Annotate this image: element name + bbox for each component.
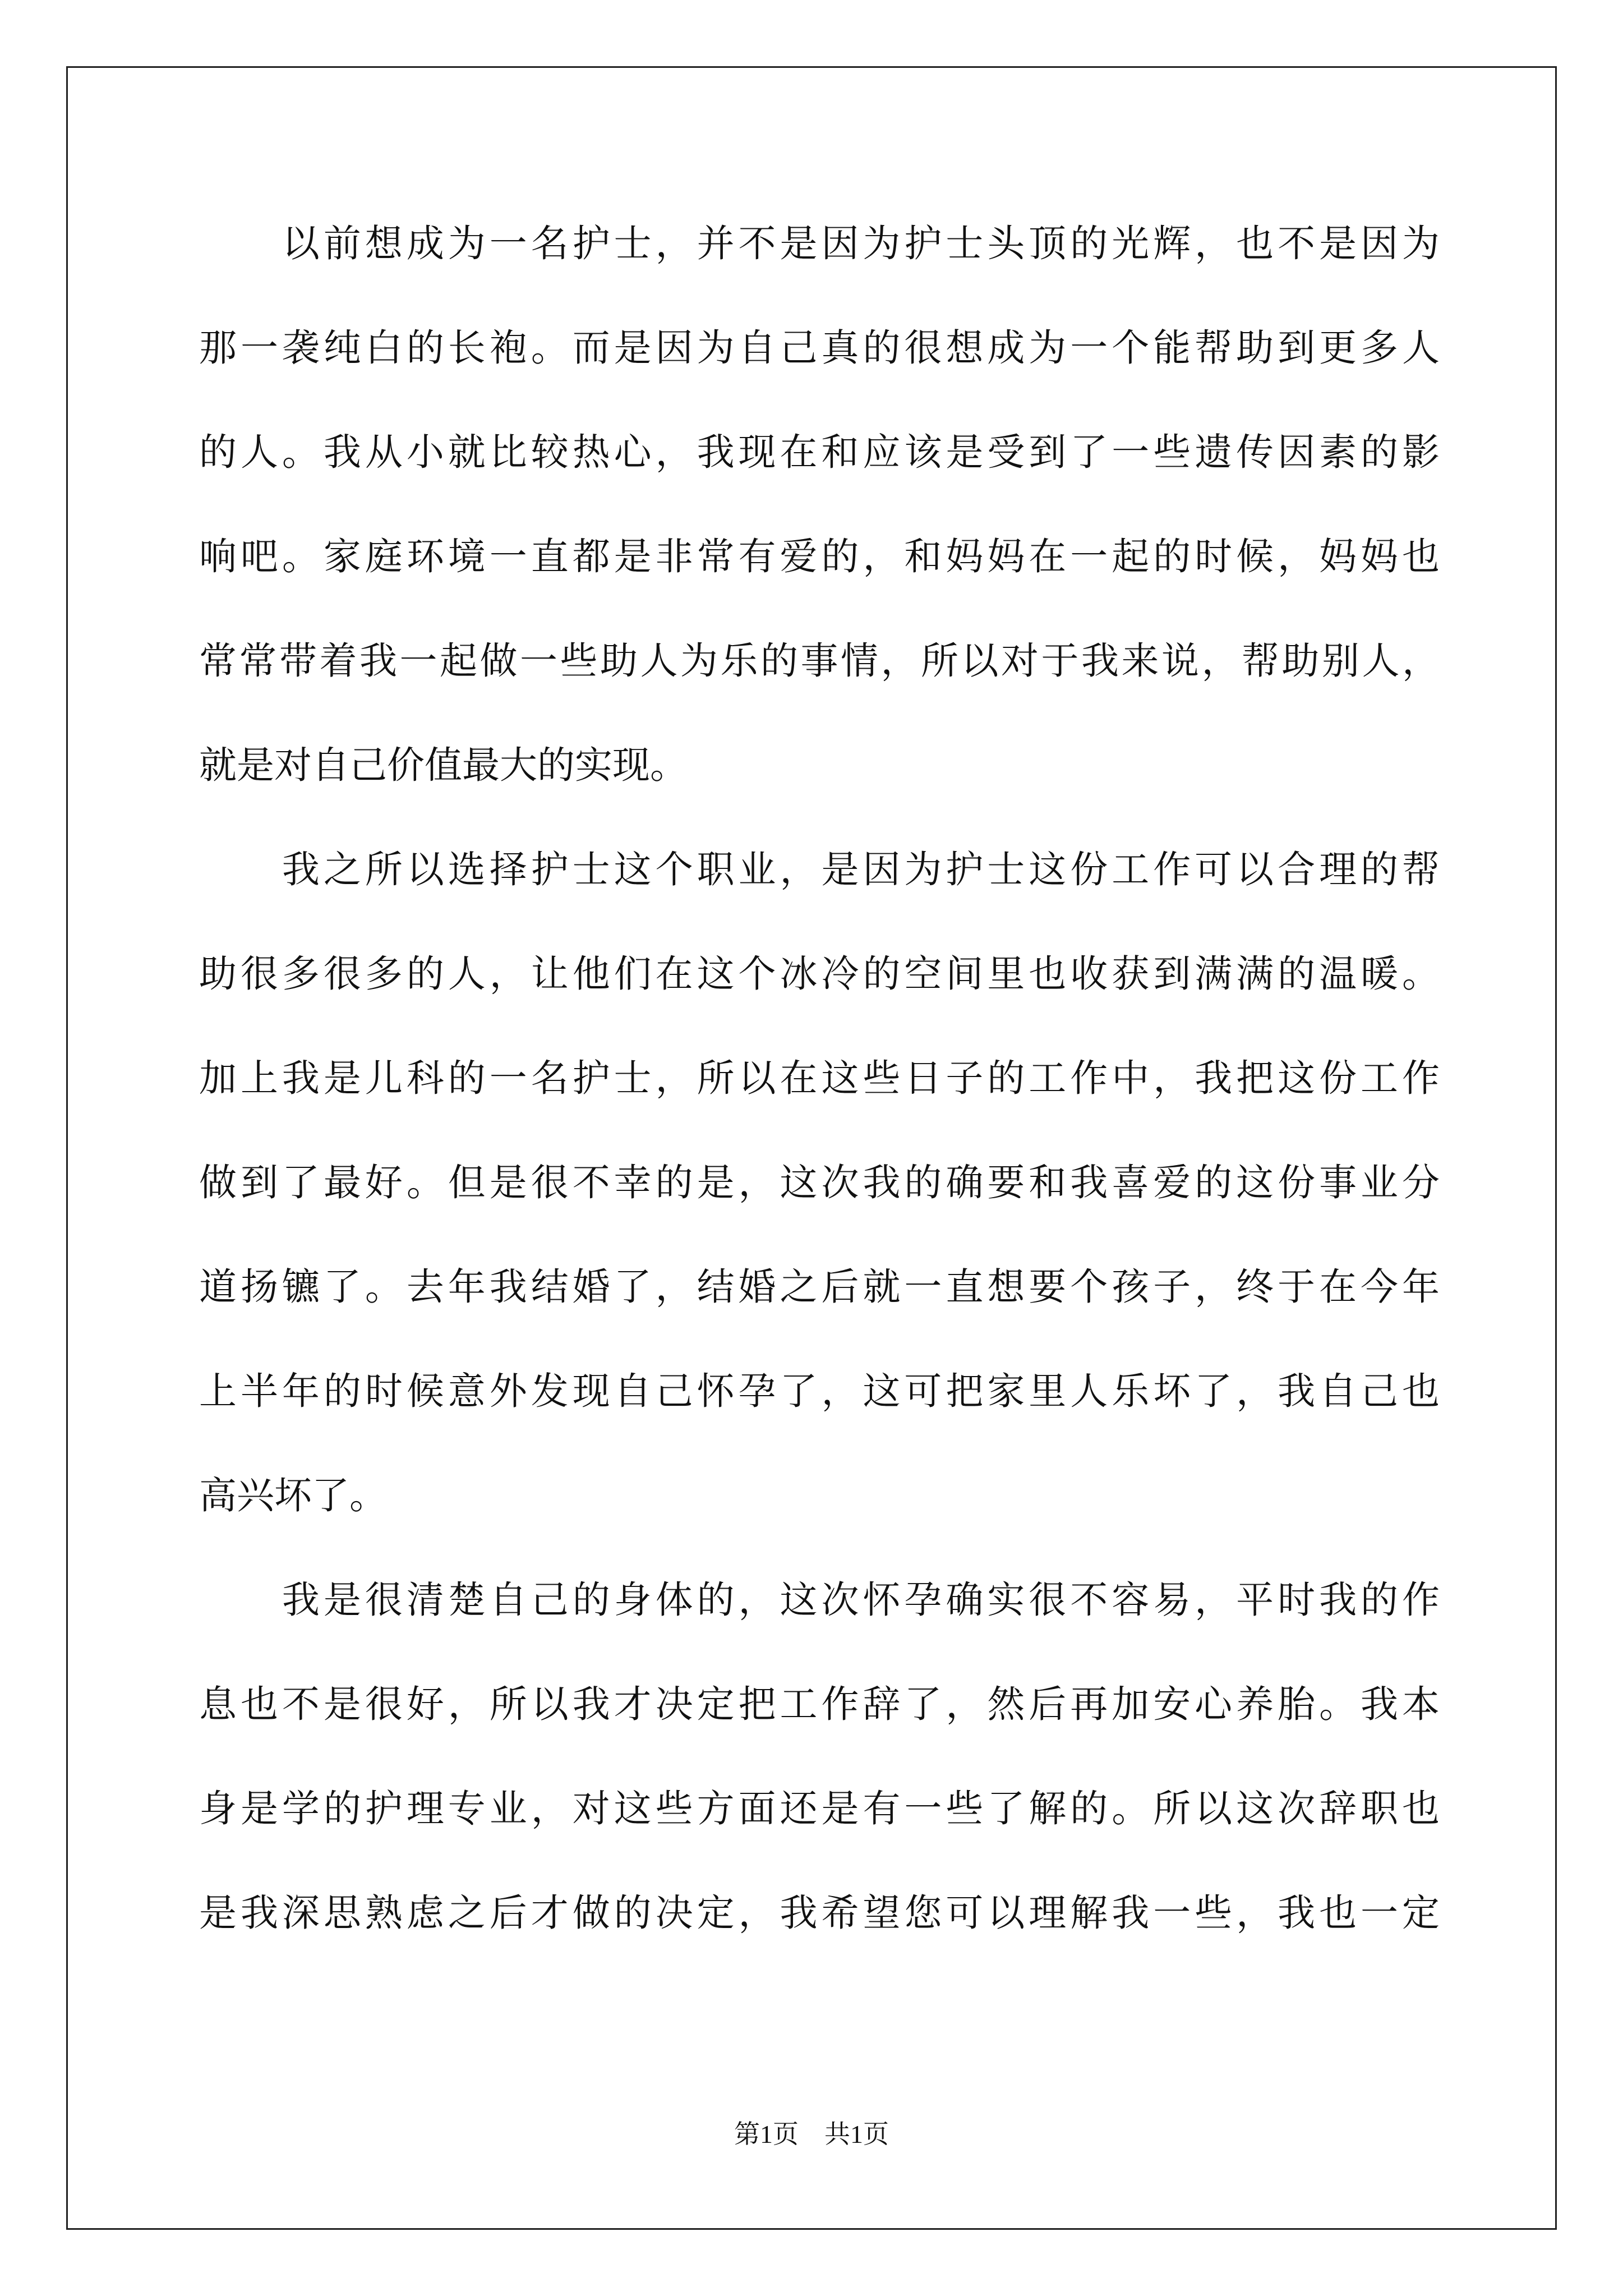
page-number-footer: 第1页 共1页 [734, 2120, 889, 2148]
paragraph-1 [199, 209, 1440, 835]
paragraph-3 [199, 1565, 1440, 1982]
text-line: 以前想成为一名护士，并不是因为护士头顶的光辉，也不是因为 [199, 222, 1440, 265]
text-line: 就是对自己价值最大的实现。 [199, 743, 688, 787]
text-line: 加上我是儿科的一名护士，所以在这些日子的工作中，我把这份工作 [199, 1056, 1440, 1100]
paragraph-2 [199, 835, 1440, 1565]
text-line: 高兴坏了。 [199, 1474, 387, 1517]
text-line: 道扬镳了。去年我结婚了，结婚之后就一直想要个孩子，终于在今年 [199, 1265, 1440, 1309]
text-line: 上半年的时候意外发现自己怀孕了，这可把家里人乐坏了，我自己也 [199, 1369, 1440, 1413]
text-line: 常常带着我一起做一些助人为乐的事情，所以对于我来说，帮助别人， [199, 639, 1440, 683]
text-line: 我是很清楚自己的身体的，这次怀孕确实很不容易，平时我的作 [199, 1578, 1440, 1622]
document-body [199, 209, 1440, 1982]
text-line: 是我深思熟虑之后才做的决定，我希望您可以理解我一些，我也一定 [199, 1891, 1440, 1935]
text-line: 那一袭纯白的长袍。而是因为自己真的很想成为一个能帮助到更多人 [199, 326, 1440, 370]
text-line: 助很多很多的人，让他们在这个冰冷的空间里也收获到满满的温暖。 [199, 952, 1440, 996]
text-line: 身是学的护理专业，对这些方面还是有一些了解的。所以这次辞职也 [199, 1787, 1440, 1830]
text-line: 做到了最好。但是很不幸的是，这次我的确要和我喜爱的这份事业分 [199, 1161, 1440, 1204]
text-line: 我之所以选择护士这个职业，是因为护士这份工作可以合理的帮 [199, 848, 1440, 891]
text-line: 的人。我从小就比较热心，我现在和应该是受到了一些遗传因素的影 [199, 430, 1440, 474]
text-line: 响吧。家庭环境一直都是非常有爱的，和妈妈在一起的时候，妈妈也 [199, 535, 1440, 578]
text-line: 息也不是很好，所以我才决定把工作辞了，然后再加安心养胎。我本 [199, 1682, 1440, 1726]
